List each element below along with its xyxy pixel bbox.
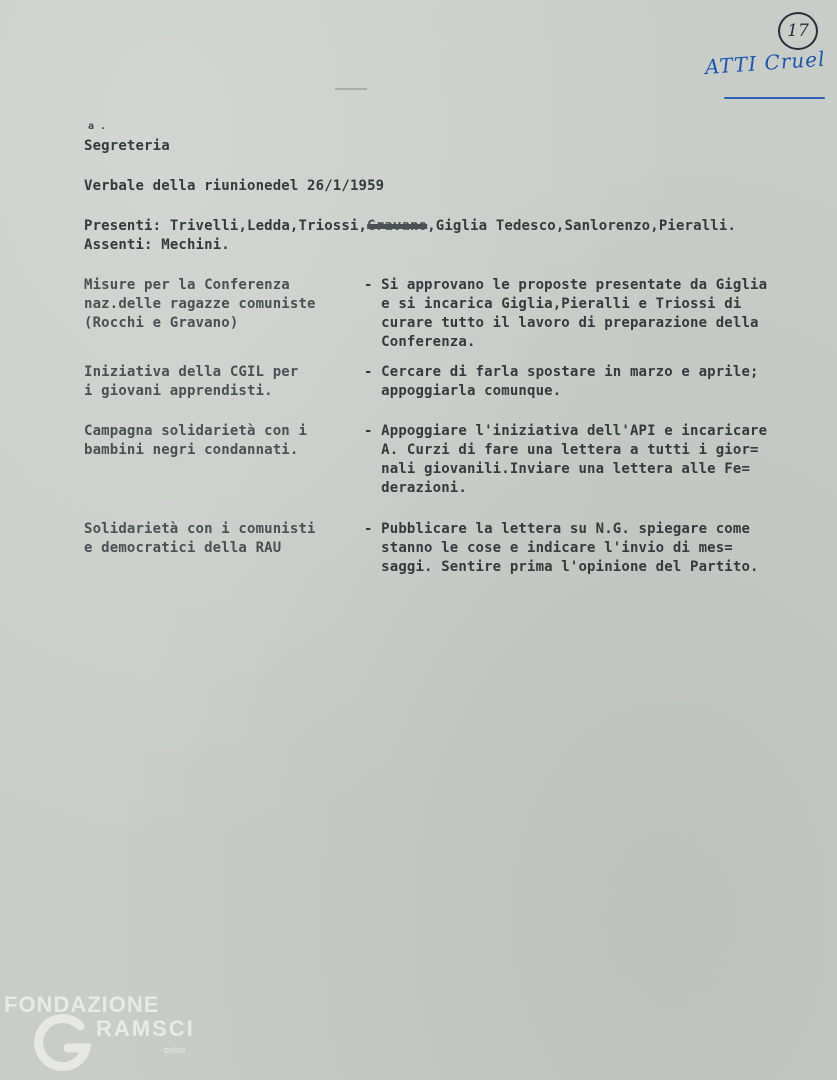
office-heading: Segreteria [84, 138, 170, 154]
present-label: Presenti: [84, 218, 162, 234]
agenda-decision: saggi. Sentire prima l'opinione del Partito. [364, 559, 759, 575]
agenda-decision: Conferenza. [364, 334, 476, 350]
absent-label: Assenti: [84, 237, 153, 253]
absent-names: Mechini. [161, 237, 230, 253]
absent-line [84, 236, 230, 256]
agenda-decision: nali giovanili.Inviare una lettera alle Fe= [364, 461, 751, 477]
watermark-onlus: onlus [164, 1045, 186, 1055]
agenda-decision: - Pubblicare la lettera su N.G. spiegare come [364, 521, 751, 537]
agenda-decision: - Appoggiare l'iniziativa dell'API e incaricare [364, 423, 768, 439]
agenda-topic: Solidarietà con i comunisti [84, 521, 316, 537]
agenda-topic: (Rocchi e Gravano) [84, 315, 239, 331]
agenda-decision: derazioni. [364, 480, 467, 496]
gramsci-g-logo-icon [34, 1012, 94, 1072]
agenda-topic: i giovani apprendisti. [84, 383, 273, 399]
fondazione-gramsci-watermark [0, 992, 210, 1072]
watermark-line1: FONDAZIONE [4, 992, 160, 1017]
present-names-rest: ,Giglia Tedesco,Sanlorenzo,Pieralli. [427, 218, 737, 234]
agenda-topic: e democratici della RAU [84, 540, 282, 556]
faint-dash-mark [335, 88, 367, 90]
present-names: Trivelli,Ledda,Triossi, [169, 218, 368, 234]
agenda-decision: e si incarica Giglia,Pieralli e Triossi di [364, 296, 742, 312]
handwritten-note: ATTI Cruel [704, 46, 827, 79]
handwritten-underline [724, 97, 825, 99]
agenda-decision: stanno le cose e indicare l'invio di mes= [364, 540, 733, 556]
agenda-decision: A. Curzi di fare una lettera a tutti i gior= [364, 442, 759, 458]
agenda-decision: appoggiarla comunque. [364, 383, 562, 399]
agenda-decision: curare tutto il lavoro di preparazione della [364, 315, 759, 331]
agenda-decision: - Si approvano le proposte presentate da Giglia [364, 277, 768, 293]
present-struck-name: Gravano [367, 218, 428, 234]
agenda-topic: Misure per la Conferenza [84, 277, 290, 293]
archive-page-number: 17 [778, 12, 818, 50]
present-line [84, 217, 736, 237]
agenda-decision: - Cercare di farla spostare in marzo e aprile; [364, 364, 759, 380]
agenda-topic: Campagna solidarietà con i [84, 423, 308, 439]
small-mark: a . [88, 121, 107, 132]
agenda-topic: naz.delle ragazze comuniste [84, 296, 316, 312]
agenda-topic: bambini negri condannati. [84, 442, 299, 458]
agenda-topic: Iniziativa della CGIL per [84, 364, 299, 380]
document-title: Verbale della riunionedel 26/1/1959 [84, 178, 385, 194]
watermark-line2: RAMSCI [96, 1016, 195, 1041]
